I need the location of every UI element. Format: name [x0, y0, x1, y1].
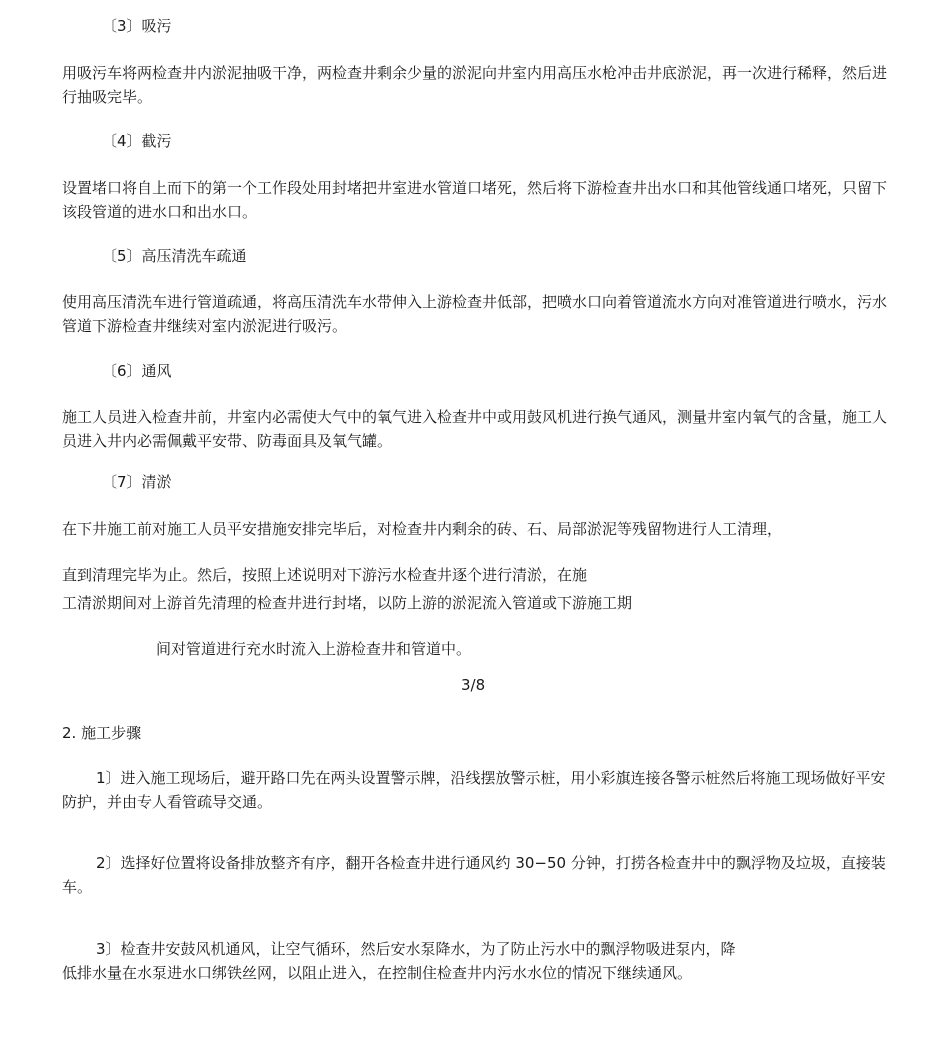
page-number: 3/8: [461, 676, 486, 694]
section-6-title: 〔6〕通风: [102, 362, 172, 380]
step-3-line-2: 低排水量在水泵进水口绑铁丝网，以阻止进入，在控制住检查井内污水水位的情况下继续通风。: [62, 964, 693, 982]
step-2: 2〕选择好位置将设备排放整齐有序，翻开各检查井进行通风约 30−50 分钟，打捞各检查井中的飘浮物及垃圾，直接装车。: [62, 854, 886, 896]
section-7-line-4: 间对管道进行充水时流入上游检查井和管道中。: [156, 640, 472, 658]
section-3-title: 〔3〕吸污: [102, 17, 172, 35]
section-4-title: 〔4〕截污: [102, 132, 172, 150]
step-1: 1〕进入施工现场后，避开路口先在两头设置警示牌，沿线摆放警示桩，用小彩旗连接各警示桩然后将施工现场做好平安防护，并由专人看管疏导交通。: [62, 769, 886, 811]
section-3-body: 用吸污车将两检查井内淤泥抽吸干净，两检查井剩余少量的淤泥向井室内用高压水枪冲击井底淤泥，再一次进行稀释，然后进行抽吸完毕。: [62, 64, 888, 106]
step-3-line-1: 3〕检查井安鼓风机通风，让空气循环，然后安水泵降水，为了防止污水中的飘浮物吸进泵内，降: [96, 940, 736, 958]
section-7-line-1: 在下井施工前对施工人员平安措施安排完毕后，对检查井内剩余的砖、石、局部淤泥等残留物进行人工清理，: [62, 520, 783, 538]
section-4-body: 设置堵口将自上而下的第一个工作段处用封堵把井室进水管道口堵死，然后将下游检查井出水口和其他管线通口堵死，只留下该段管道的进水口和出水口。: [62, 179, 888, 221]
section-7-line-3: 工清淤期间对上游首先清理的检查井进行封堵，以防上游的淤泥流入管道或下游施工期: [62, 594, 633, 612]
section-6-body: 施工人员进入检查井前，井室内必需使大气中的氧气进入检查井中或用鼓风机进行换气通风，测量井室内氧气的含量，施工人员进入井内必需佩戴平安带、防毒面具及氧气罐。: [62, 408, 888, 450]
section-7-line-2: 直到清理完毕为止。然后，按照上述说明对下游污水检查井逐个进行清淤，在施: [62, 566, 588, 584]
section-5-body: 使用高压清洗车进行管道疏通，将高压清洗车水带伸入上游检查井低部，把喷水口向着管道流水方向对准管道进行喷水，污水管道下游检查井继续对室内淤泥进行吸污。: [62, 293, 888, 335]
steps-heading: 2. 施工步骤: [62, 724, 142, 742]
section-7-title: 〔7〕清淤: [102, 473, 172, 491]
section-5-title: 〔5〕高压清洗车疏通: [102, 247, 247, 265]
